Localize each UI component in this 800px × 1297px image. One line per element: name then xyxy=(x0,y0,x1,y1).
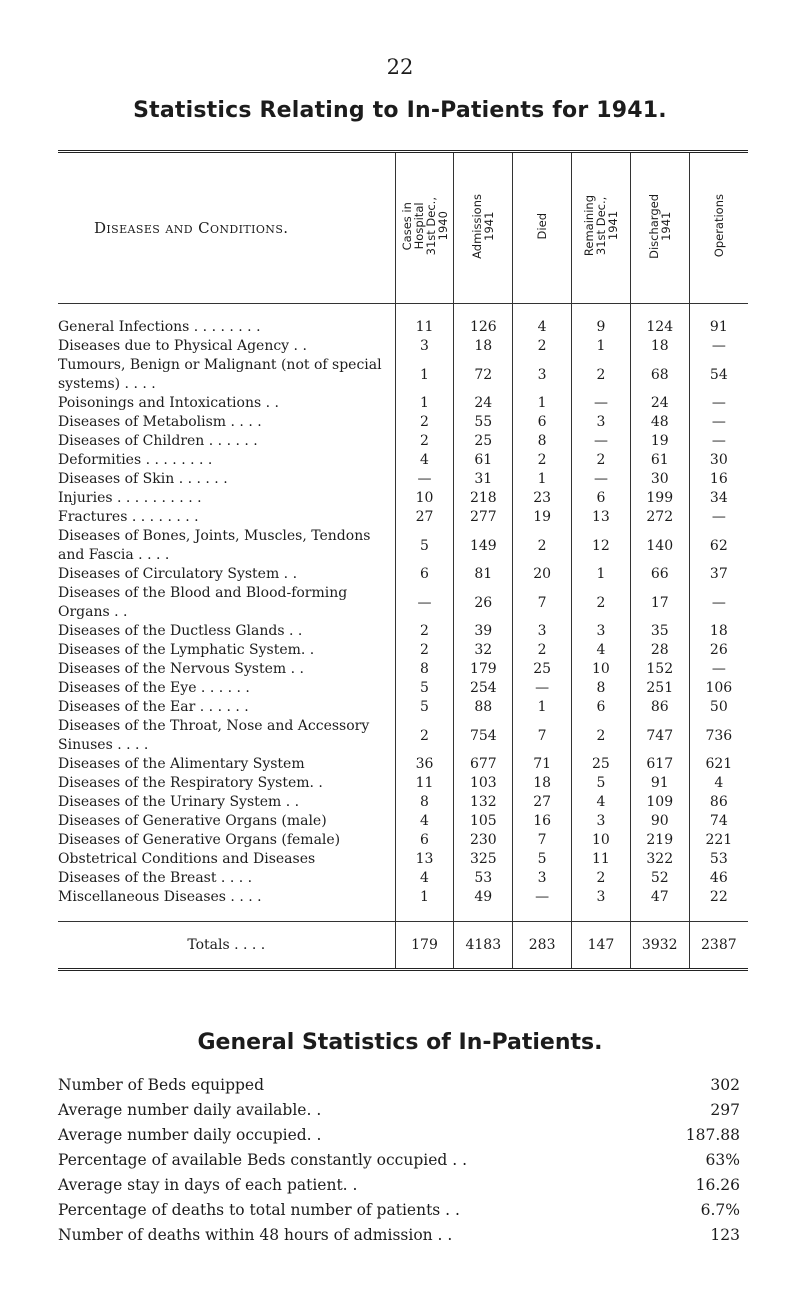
page-title: Statistics Relating to In-Patients for 1941. xyxy=(133,98,667,123)
table-row xyxy=(58,831,748,850)
disease-name: Injuries . . . . . . . . . . xyxy=(58,490,202,506)
table-cell: 5 xyxy=(395,698,454,717)
table-cell: 30 xyxy=(689,451,748,470)
disease-name: Diseases of Circulatory System . . xyxy=(58,566,298,582)
table-cell: 3 xyxy=(513,622,572,641)
dot-leader xyxy=(264,1073,710,1098)
table-cell: 149 xyxy=(454,527,513,565)
header-cases-1940 xyxy=(395,152,454,304)
header-operations xyxy=(689,152,748,304)
header-remaining xyxy=(572,152,631,304)
table-cell: 19 xyxy=(513,508,572,527)
table-cell: 4 xyxy=(572,793,631,812)
header-died xyxy=(513,152,572,304)
table-row xyxy=(58,660,748,679)
table-cell: 4 xyxy=(572,641,631,660)
table-cell: 754 xyxy=(454,717,513,755)
table-cell: 23 xyxy=(513,489,572,508)
table-cell: 4 xyxy=(395,812,454,831)
table-row xyxy=(58,470,748,489)
table-cell: 22 xyxy=(689,888,748,907)
general-stat-item xyxy=(58,1173,740,1198)
dot-leader xyxy=(467,1148,706,1173)
general-statistics-title: General Statistics of In-Patients. xyxy=(197,1030,603,1055)
general-stat-value: 16.26 xyxy=(695,1176,740,1194)
disease-name: Tumours, Benign or Malignant (not of special systems) . . . . xyxy=(58,357,382,392)
table-cell: 16 xyxy=(513,812,572,831)
table-row xyxy=(58,432,748,451)
table-row xyxy=(58,337,748,356)
table-cell: 621 xyxy=(689,755,748,774)
table-cell: — xyxy=(689,413,748,432)
table-cell: 62 xyxy=(689,527,748,565)
table-cell: 254 xyxy=(454,679,513,698)
table-cell: 50 xyxy=(689,698,748,717)
table-cell: 3 xyxy=(513,356,572,394)
disease-name: Diseases of Metabolism . . . . xyxy=(58,414,262,430)
table-cell: 10 xyxy=(572,660,631,679)
spacer-cell xyxy=(630,907,689,922)
table-cell: 179 xyxy=(454,660,513,679)
table-cell: 35 xyxy=(630,622,689,641)
table-cell: 2 xyxy=(572,584,631,622)
table-cell: 126 xyxy=(454,304,513,338)
disease-name: Diseases due to Physical Agency . . xyxy=(58,338,307,354)
table-row xyxy=(58,304,748,338)
header-discharged xyxy=(630,152,689,304)
table-cell: 61 xyxy=(630,451,689,470)
table-row xyxy=(58,565,748,584)
table-cell: 617 xyxy=(630,755,689,774)
table-cell: 6 xyxy=(572,489,631,508)
table-cell: 2 xyxy=(513,451,572,470)
table-cell: 6 xyxy=(572,698,631,717)
table-row xyxy=(58,869,748,888)
table-cell: — xyxy=(513,679,572,698)
dot-leader xyxy=(460,1198,701,1223)
table-cell: 140 xyxy=(630,527,689,565)
table-cell: 11 xyxy=(572,850,631,869)
table-cell: 18 xyxy=(630,337,689,356)
table-cell: 86 xyxy=(630,698,689,717)
table-cell: 4 xyxy=(513,304,572,338)
table-cell: 68 xyxy=(630,356,689,394)
table-cell: 103 xyxy=(454,774,513,793)
table-cell: 54 xyxy=(689,356,748,394)
table-cell: 2 xyxy=(572,451,631,470)
disease-name: Diseases of the Respiratory System. . xyxy=(58,775,323,791)
table-cell: 18 xyxy=(454,337,513,356)
table-cell: 5 xyxy=(395,527,454,565)
table-cell: 2 xyxy=(572,356,631,394)
general-stat-value: 297 xyxy=(710,1101,740,1119)
table-cell: 132 xyxy=(454,793,513,812)
table-cell: 1 xyxy=(513,470,572,489)
table-cell: 18 xyxy=(513,774,572,793)
dot-leader xyxy=(321,1098,710,1123)
general-stat-value: 302 xyxy=(710,1076,740,1094)
table-row xyxy=(58,622,748,641)
table-cell: 13 xyxy=(572,508,631,527)
totals-cell: 179 xyxy=(395,922,454,970)
table-cell: 1 xyxy=(395,394,454,413)
table-cell: 53 xyxy=(454,869,513,888)
header-admissions-label: Admissions 1941 xyxy=(470,193,497,259)
table-cell: 272 xyxy=(630,508,689,527)
spacer-row xyxy=(58,907,748,922)
table-cell: 27 xyxy=(513,793,572,812)
spacer-cell xyxy=(395,907,454,922)
table-row xyxy=(58,394,748,413)
table-cell: 3 xyxy=(572,812,631,831)
disease-name: Diseases of the Nervous System . . xyxy=(58,661,304,677)
table-cell: 30 xyxy=(630,470,689,489)
table-cell: 106 xyxy=(689,679,748,698)
general-stat-label: Percentage of available Beds constantly occupied . . xyxy=(58,1151,468,1169)
table-cell: 24 xyxy=(454,394,513,413)
spacer-cell xyxy=(572,907,631,922)
totals-cell: 147 xyxy=(572,922,631,970)
general-stat-label: Average number daily occupied. . xyxy=(58,1126,322,1144)
general-stat-label: Number of deaths within 48 hours of admission . . xyxy=(58,1226,453,1244)
table-cell: 3 xyxy=(572,888,631,907)
table-cell: 219 xyxy=(630,831,689,850)
general-stat-label: Number of Beds equipped xyxy=(58,1076,265,1094)
disease-name: Diseases of the Breast . . . . xyxy=(58,870,253,886)
general-stat-item xyxy=(58,1223,740,1248)
table-cell: 71 xyxy=(513,755,572,774)
disease-name: Miscellaneous Diseases . . . . xyxy=(58,889,262,905)
table-body xyxy=(58,304,748,970)
spacer-cell xyxy=(689,907,748,922)
table-cell: 2 xyxy=(513,337,572,356)
table-cell: 7 xyxy=(513,717,572,755)
table-cell: 46 xyxy=(689,869,748,888)
table-cell: 25 xyxy=(513,660,572,679)
table-cell: 152 xyxy=(630,660,689,679)
table-cell: — xyxy=(395,470,454,489)
disease-name: Diseases of the Alimentary System xyxy=(58,756,305,772)
table-cell: 218 xyxy=(454,489,513,508)
general-stat-label: Average number daily available. . xyxy=(58,1101,322,1119)
disease-name: Diseases of Generative Organs (male) xyxy=(58,813,327,829)
table-cell: 3 xyxy=(395,337,454,356)
table-header-row xyxy=(58,152,748,304)
table-cell: 322 xyxy=(630,850,689,869)
header-diseases: Diseases and Conditions. xyxy=(58,152,395,304)
table-cell: 1 xyxy=(513,698,572,717)
table-cell: 736 xyxy=(689,717,748,755)
disease-name: Diseases of Children . . . . . . xyxy=(58,433,258,449)
table-row xyxy=(58,584,748,622)
table-cell: — xyxy=(689,584,748,622)
table-cell: 1 xyxy=(395,888,454,907)
page-number: 22 xyxy=(386,55,414,79)
table-cell: — xyxy=(395,584,454,622)
table-row xyxy=(58,679,748,698)
table-row xyxy=(58,356,748,394)
table-row xyxy=(58,717,748,755)
table-cell: 31 xyxy=(454,470,513,489)
table-row xyxy=(58,641,748,660)
table-cell: 13 xyxy=(395,850,454,869)
table-cell: 10 xyxy=(572,831,631,850)
disease-name: Diseases of the Urinary System . . xyxy=(58,794,300,810)
table-cell: 6 xyxy=(513,413,572,432)
table-row xyxy=(58,793,748,812)
dot-leader xyxy=(357,1173,695,1198)
general-stat-value: 63% xyxy=(705,1151,740,1169)
general-stat-item xyxy=(58,1123,740,1148)
table-row xyxy=(58,812,748,831)
header-discharged-label: Discharged 1941 xyxy=(646,193,673,259)
table-cell: 37 xyxy=(689,565,748,584)
table-cell: 5 xyxy=(513,850,572,869)
table-cell: — xyxy=(689,660,748,679)
table-cell: 10 xyxy=(395,489,454,508)
table-cell: 1 xyxy=(513,394,572,413)
general-stat-label: Percentage of deaths to total number of patients . . xyxy=(58,1201,460,1219)
table-cell: 8 xyxy=(513,432,572,451)
totals-cell: 2387 xyxy=(689,922,748,970)
table-cell: 16 xyxy=(689,470,748,489)
table-cell: 221 xyxy=(689,831,748,850)
disease-name: Diseases of the Blood and Blood-forming Organs . . xyxy=(58,585,348,620)
disease-name: Diseases of Generative Organs (female) xyxy=(58,832,341,848)
general-stat-value: 187.88 xyxy=(685,1126,740,1144)
general-stat-value: 6.7% xyxy=(700,1201,740,1219)
table-row xyxy=(58,489,748,508)
table-cell: 747 xyxy=(630,717,689,755)
general-statistics-list xyxy=(58,1073,740,1248)
table-cell: 3 xyxy=(513,869,572,888)
table-cell: 81 xyxy=(454,565,513,584)
table-cell: — xyxy=(689,432,748,451)
totals-cell: 4183 xyxy=(454,922,513,970)
table-cell: 2 xyxy=(572,717,631,755)
table-cell: 230 xyxy=(454,831,513,850)
table-cell: 91 xyxy=(630,774,689,793)
table-cell: 72 xyxy=(454,356,513,394)
table-cell: — xyxy=(689,394,748,413)
table-cell: 2 xyxy=(513,641,572,660)
header-died-label: Died xyxy=(535,212,550,240)
table-cell: 34 xyxy=(689,489,748,508)
table-cell: 109 xyxy=(630,793,689,812)
table-cell: 53 xyxy=(689,850,748,869)
table-cell: 32 xyxy=(454,641,513,660)
table-cell: 2 xyxy=(395,432,454,451)
table-cell: 26 xyxy=(689,641,748,660)
table-cell: 8 xyxy=(572,679,631,698)
table-row xyxy=(58,451,748,470)
table-cell: 6 xyxy=(395,831,454,850)
table-cell: 74 xyxy=(689,812,748,831)
general-stat-label: Average stay in days of each patient. . xyxy=(58,1176,358,1194)
disease-name: General Infections . . . . . . . . xyxy=(58,319,261,335)
table-cell: 20 xyxy=(513,565,572,584)
totals-cell: 283 xyxy=(513,922,572,970)
totals-cell: 3932 xyxy=(630,922,689,970)
table-cell: 5 xyxy=(395,679,454,698)
table-cell: 25 xyxy=(454,432,513,451)
table-cell: 2 xyxy=(513,527,572,565)
disease-name: Fractures . . . . . . . . xyxy=(58,509,199,525)
table-cell: 677 xyxy=(454,755,513,774)
table-cell: 11 xyxy=(395,304,454,338)
totals-label: Totals . . . . xyxy=(58,922,395,970)
table-cell: 6 xyxy=(395,565,454,584)
table-row xyxy=(58,850,748,869)
table-cell: 61 xyxy=(454,451,513,470)
table-cell: 2 xyxy=(395,413,454,432)
table-cell: — xyxy=(572,394,631,413)
table-cell: 39 xyxy=(454,622,513,641)
disease-name: Diseases of the Eye . . . . . . xyxy=(58,680,250,696)
table-row xyxy=(58,698,748,717)
general-stat-item xyxy=(58,1073,740,1098)
table-cell: 66 xyxy=(630,565,689,584)
table-cell: 1 xyxy=(572,565,631,584)
table-cell: 11 xyxy=(395,774,454,793)
table-row xyxy=(58,508,748,527)
dot-leader xyxy=(452,1223,710,1248)
general-stat-item xyxy=(58,1198,740,1223)
table-cell: — xyxy=(689,508,748,527)
disease-name: Diseases of the Lymphatic System. . xyxy=(58,642,315,658)
table-cell: 325 xyxy=(454,850,513,869)
table-cell: 27 xyxy=(395,508,454,527)
in-patients-table xyxy=(58,150,748,971)
header-cases-1940-label: Cases in Hospital 31st Dec., 1940 xyxy=(399,196,450,256)
table-cell: 18 xyxy=(689,622,748,641)
table-cell: 4 xyxy=(395,451,454,470)
disease-name: Diseases of Skin . . . . . . xyxy=(58,471,228,487)
table-cell: 277 xyxy=(454,508,513,527)
disease-name: Deformities . . . . . . . . xyxy=(58,452,213,468)
table-cell: 8 xyxy=(395,793,454,812)
table-cell: 251 xyxy=(630,679,689,698)
table-cell: 2 xyxy=(395,717,454,755)
disease-name: Diseases of the Throat, Nose and Accessory Sinuses . . . . xyxy=(58,718,370,753)
table-cell: 4 xyxy=(395,869,454,888)
table-cell: 48 xyxy=(630,413,689,432)
table-cell: 25 xyxy=(572,755,631,774)
table-cell: 199 xyxy=(630,489,689,508)
table-cell: 12 xyxy=(572,527,631,565)
header-admissions xyxy=(454,152,513,304)
general-stat-item xyxy=(58,1098,740,1123)
disease-name: Obstetrical Conditions and Diseases xyxy=(58,851,316,867)
table-cell: 2 xyxy=(395,622,454,641)
dot-leader xyxy=(321,1123,685,1148)
table-cell: 1 xyxy=(572,337,631,356)
table-cell: 7 xyxy=(513,831,572,850)
table-row xyxy=(58,527,748,565)
header-operations-label: Operations xyxy=(711,194,726,258)
disease-name: Diseases of Bones, Joints, Muscles, Tendons and Fascia . . . . xyxy=(58,528,371,563)
table-cell: — xyxy=(689,337,748,356)
table-cell: 2 xyxy=(572,869,631,888)
table-cell: 7 xyxy=(513,584,572,622)
table-row xyxy=(58,774,748,793)
table-cell: 36 xyxy=(395,755,454,774)
table-cell: — xyxy=(572,432,631,451)
table-cell: 5 xyxy=(572,774,631,793)
table-cell: 47 xyxy=(630,888,689,907)
table-cell: 52 xyxy=(630,869,689,888)
table-cell: 4 xyxy=(689,774,748,793)
table-cell: 17 xyxy=(630,584,689,622)
table-cell: 8 xyxy=(395,660,454,679)
table-cell: 19 xyxy=(630,432,689,451)
table-cell: 105 xyxy=(454,812,513,831)
table-row xyxy=(58,888,748,907)
table-cell: 2 xyxy=(395,641,454,660)
table-cell: 1 xyxy=(395,356,454,394)
table-cell: 88 xyxy=(454,698,513,717)
table-cell: 49 xyxy=(454,888,513,907)
table-cell: 9 xyxy=(572,304,631,338)
spacer-cell xyxy=(454,907,513,922)
spacer-cell xyxy=(58,907,395,922)
table-cell: 55 xyxy=(454,413,513,432)
table-row xyxy=(58,413,748,432)
totals-row xyxy=(58,922,748,970)
table-cell: — xyxy=(513,888,572,907)
table-cell: — xyxy=(572,470,631,489)
table-row xyxy=(58,755,748,774)
disease-name: Diseases of the Ear . . . . . . xyxy=(58,699,249,715)
table-cell: 124 xyxy=(630,304,689,338)
table-cell: 3 xyxy=(572,622,631,641)
spacer-cell xyxy=(513,907,572,922)
header-remaining-label: Remaining 31st Dec., 1941 xyxy=(581,195,620,257)
table-cell: 26 xyxy=(454,584,513,622)
table-cell: 90 xyxy=(630,812,689,831)
table-cell: 3 xyxy=(572,413,631,432)
general-stat-value: 123 xyxy=(710,1226,740,1244)
table-cell: 91 xyxy=(689,304,748,338)
disease-name: Poisonings and Intoxications . . xyxy=(58,395,279,411)
table-cell: 24 xyxy=(630,394,689,413)
table-cell: 28 xyxy=(630,641,689,660)
general-stat-item xyxy=(58,1148,740,1173)
disease-name: Diseases of the Ductless Glands . . xyxy=(58,623,303,639)
table-cell: 86 xyxy=(689,793,748,812)
